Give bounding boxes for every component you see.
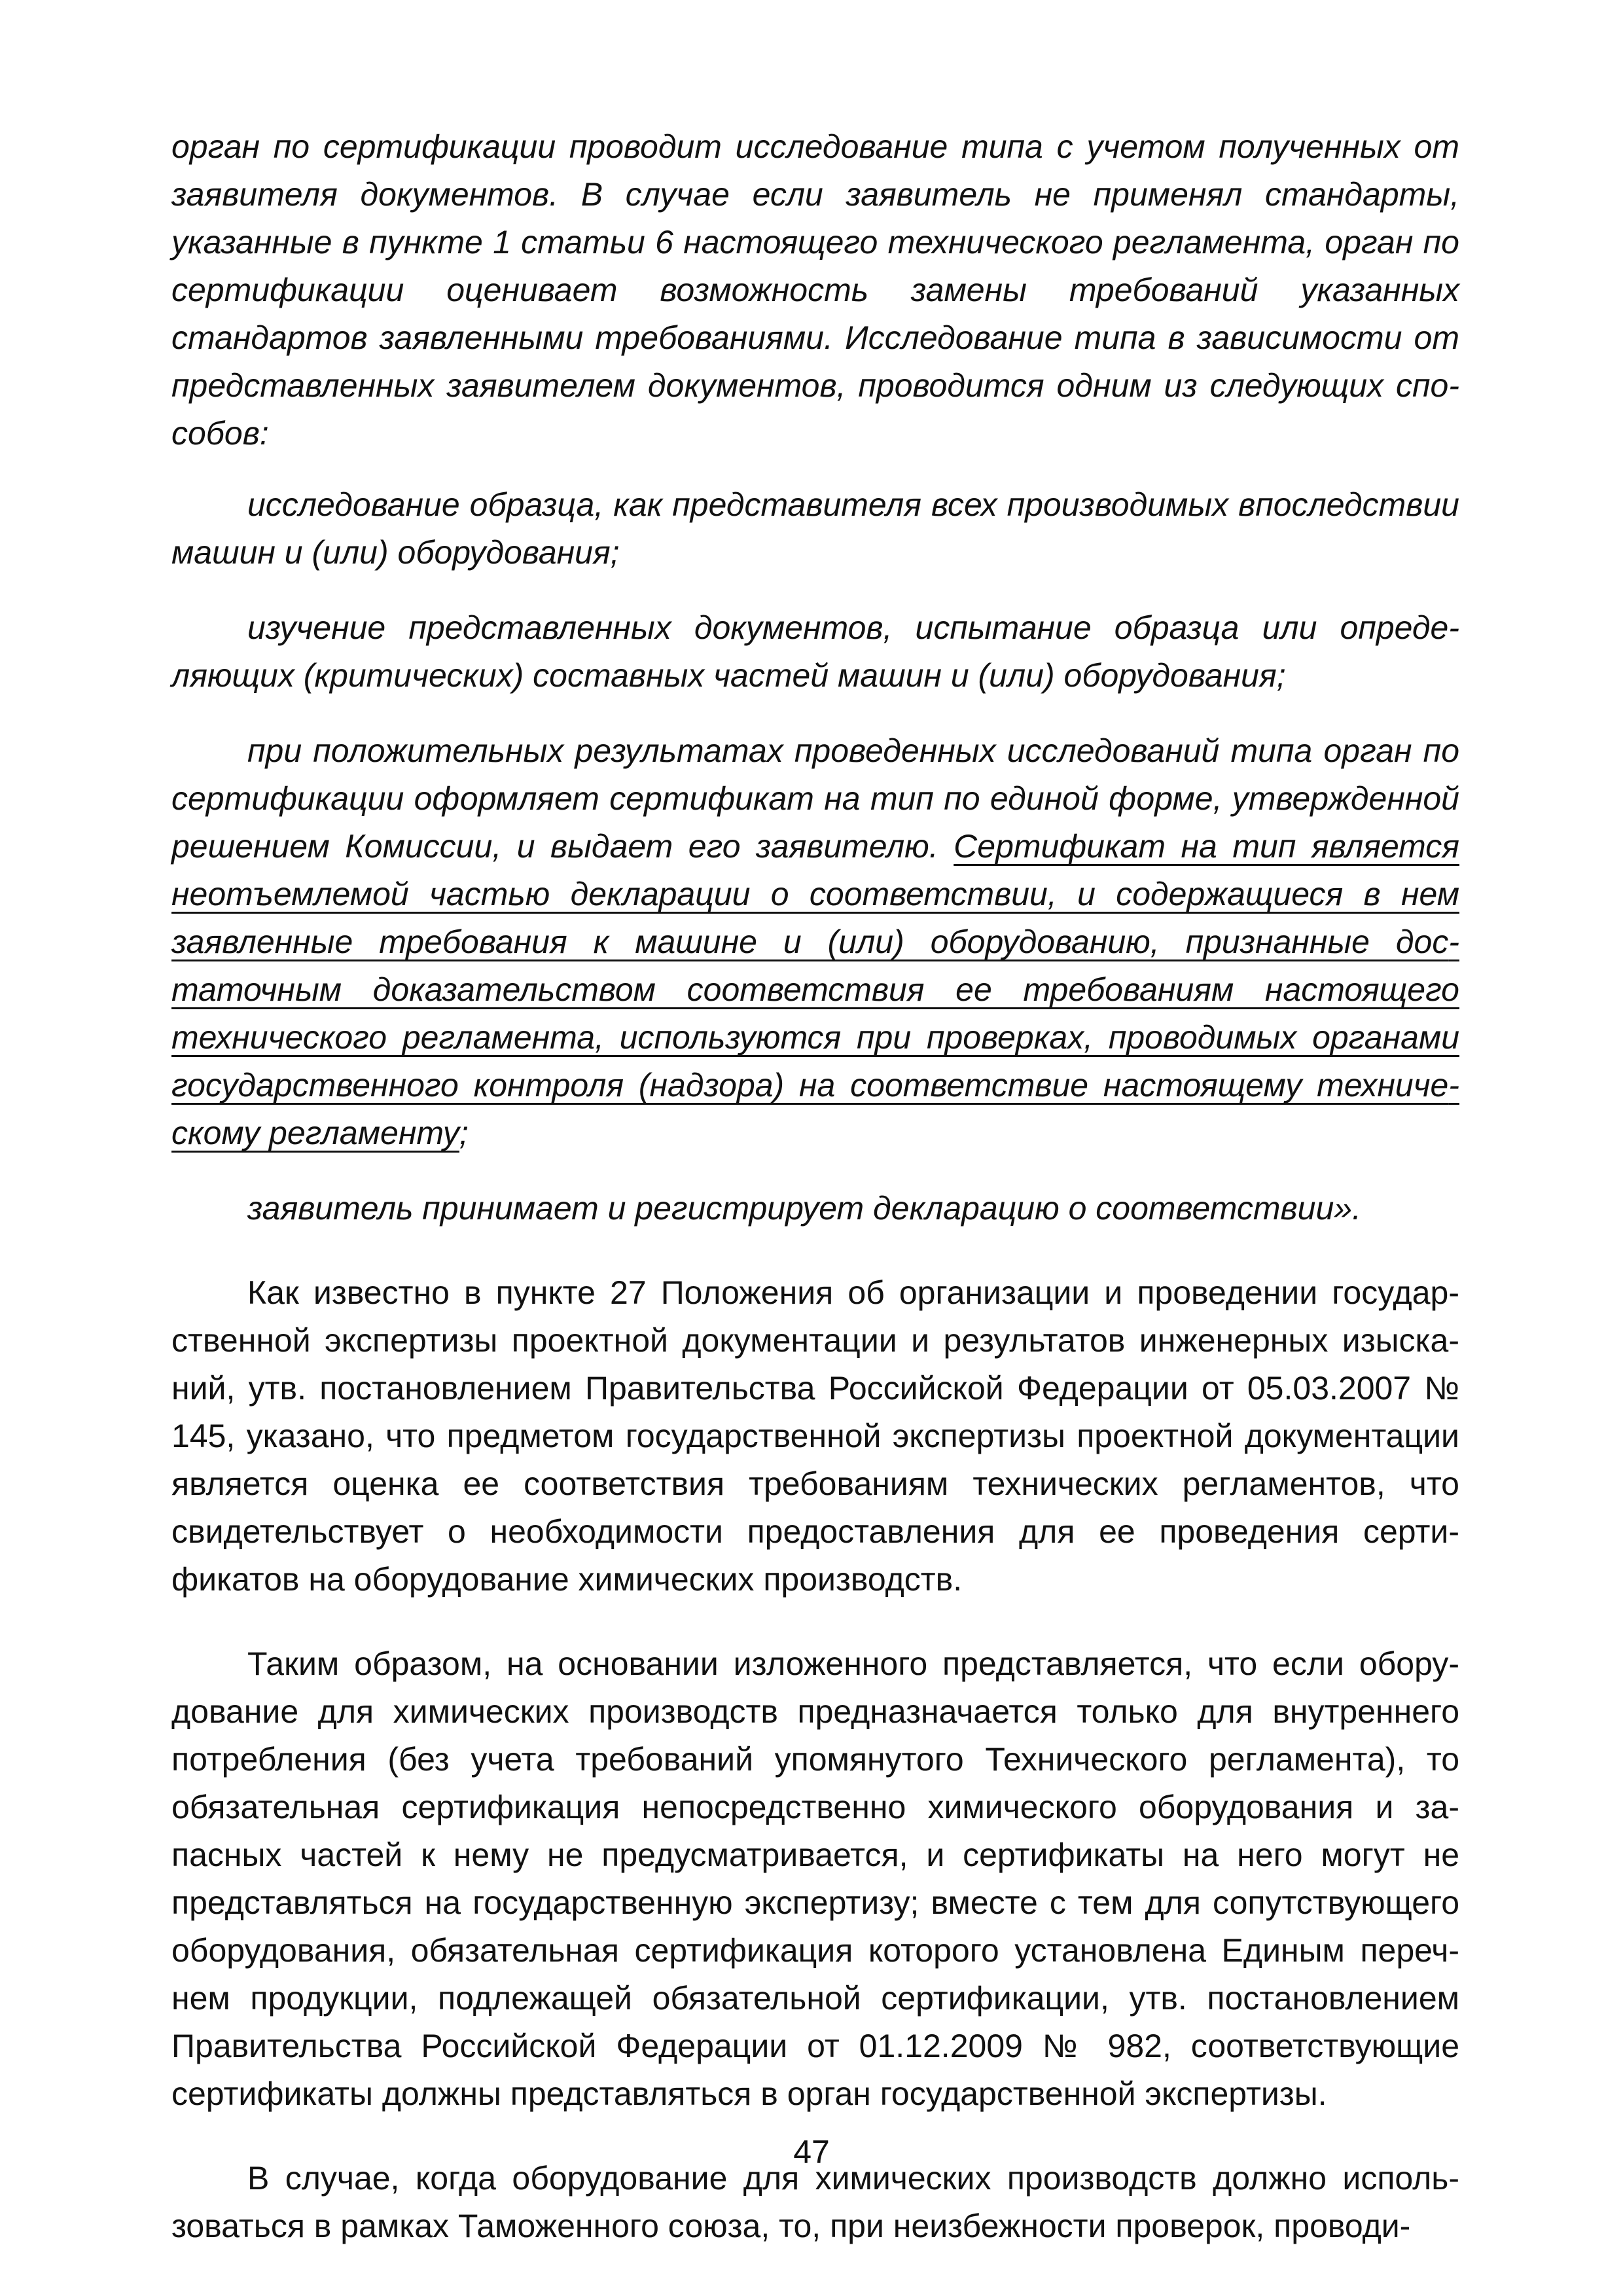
- quote-item-documents-study: изучение представленных документов, испытание образца или определяющих (критических) составных частей машин и (или) оборудования;: [171, 609, 1459, 694]
- document-page: [171, 123, 1459, 2250]
- quote-certificate-punctuation: ;: [459, 1115, 469, 1151]
- underlined-certificate-clause: Сертификат на тип является неотъемлемой частью декларации о соответствии, и содержащиеся в нем заявленные требования к машине и (или) оборудованию, признанные достаточным доказательством соответствия ее требованиям настоящего технического регламента, используются при проверках, проводимых органами государственного контроля (надзора) на соответствие настоящему техническому регламенту: [171, 828, 1459, 1151]
- body-paragraph-conclusion: Таким образом, на основании изложенного представляется, что если оборудование для химических производств предназначается только для внутреннего потребления (без учета требований упомянутого Технического регламента), то обязательная сертификация непосредственно химического оборудования и запасных частей к нему не предусматривается, и сертификаты на него могут не представляться на государственную экспертизу; вместе с тем для сопутствующего оборудования, обязательная сертификация которого установлена Единым перечнем продукции, подлежащей обязательной сертификации, утв. постановлением Правительства Российской Федерации от 01.12.2009 № 982, соответствующие сертификаты должны представляться в орган государственной экспертизы.: [171, 1645, 1459, 2112]
- quote-intro-paragraph: орган по сертификации проводит исследование типа с учетом полученных от заявителя документов. В случае если заявитель не применял стандарты, указанные в пункте 1 статьи 6 настоящего технического регламента, орган по сертификации оценивает возможность замены требований указанных стандартов заявленными требованиями. Исследование типа в зависимости от представленных заявителем документов, проводится одним из следующих способов:: [171, 128, 1459, 452]
- page-number: 47: [793, 2134, 830, 2170]
- body-paragraph-expertise: Как известно в пункте 27 Положения об организации и проведении государственной экспертизы проектной документации и результатов инженерных изысканий, утв. постановлением Правительства Российской Федерации от 05.03.2007 № 145, указано, что предметом государственной экспертизы проектной документации является оценка ее соответствия требованиям технических регламентов, что свидетельствует о необходимости предоставления для ее проведения сертификатов на оборудование химических производств.: [171, 1274, 1459, 1598]
- quote-certificate-text: при положительных результатах проведенных исследований типа орган по сертификации оформляет сертификат на тип по единой форме, утвержденной решением Комиссии, и выдает его заявителю.: [171, 732, 1459, 865]
- quote-item-sample-study: исследование образца, как представителя всех производимых впоследствии машин и (или) оборудования;: [171, 486, 1459, 571]
- body-paragraph-customs-union: В случае, когда оборудование для химических производств должно использоваться в рамках Таможенного союза, то, при неизбежности проверок, проводи-: [171, 2160, 1459, 2244]
- quote-certificate-paragraph: [171, 727, 1459, 1157]
- quote-final-item: заявитель принимает и регистрирует декларацию о соответствии».: [247, 1190, 1361, 1227]
